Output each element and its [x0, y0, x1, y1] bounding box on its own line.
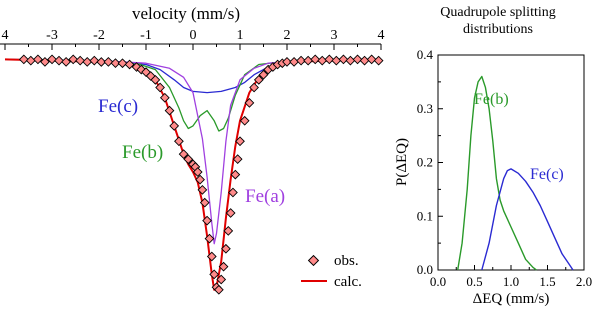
legend-obs-marker	[309, 256, 319, 266]
fe-c-subspectrum-line	[5, 59, 381, 92]
distribution-title-line-2: distributions	[462, 22, 534, 37]
legend-calc-label: calc.	[334, 274, 362, 290]
spectrum-x-tick-label: -2	[93, 28, 105, 43]
distribution-y-tick-label: 0.3	[416, 100, 433, 116]
distribution-y-axis-label: P(ΔEQ)	[394, 138, 410, 186]
observed-point	[55, 56, 63, 64]
distribution-y-tick-label: 0.0	[416, 262, 433, 277]
observed-point	[118, 59, 126, 67]
spectrum-x-tick-label: -3	[46, 28, 58, 43]
spectrum-legend	[301, 253, 362, 290]
spectrum-x-tick-label: -1	[140, 28, 152, 43]
spectrum-x-tick-label: 4	[1, 28, 9, 43]
spectrum-x-tick-label: 4	[377, 28, 385, 43]
observed-point	[374, 56, 382, 64]
spectrum-x-ticks	[2, 28, 385, 50]
annotation-fe-a: Fe(a)	[245, 186, 286, 207]
observed-point	[104, 58, 112, 66]
distribution-y-tick-label: 0.4	[416, 47, 433, 62]
distribution-x-tick-label: 1.5	[539, 274, 556, 289]
distribution-x-tick-label: 1.0	[502, 274, 520, 289]
fe-a-subspectrum-line	[5, 59, 381, 243]
distribution-x-ticks	[430, 265, 592, 289]
distribution-panel	[394, 5, 592, 307]
spectrum-x-tick-label: 0	[189, 28, 197, 43]
observed-point	[27, 56, 35, 64]
annotation-fe-c: Fe(c)	[98, 96, 139, 117]
observed-point	[311, 55, 319, 63]
distribution-x-tick-label: 0.5	[466, 274, 483, 289]
observed-point	[346, 56, 354, 64]
series-label-fe-c: Fe(c)	[530, 166, 564, 183]
observed-point	[161, 94, 169, 102]
observed-data-markers	[20, 55, 383, 294]
observed-point	[165, 106, 173, 114]
distribution-y-tick-label: 0.2	[416, 154, 433, 170]
series-label-fe-b: Fe(b)	[474, 91, 509, 108]
annotation-fe-b: Fe(b)	[122, 142, 164, 163]
observed-point	[325, 55, 333, 63]
spectrum-x-tick-label: 1	[236, 28, 244, 43]
distribution-x-tick-label: 0.0	[429, 274, 447, 289]
observed-point	[175, 137, 183, 145]
observed-point	[170, 122, 178, 130]
distribution-x-tick-label: 2.0	[575, 274, 593, 289]
observed-point	[353, 55, 361, 63]
spectrum-x-axis-label: velocity (mm/s)	[131, 4, 241, 23]
observed-point	[360, 56, 368, 64]
observed-point	[76, 56, 84, 64]
distribution-line-fe-c	[482, 169, 573, 270]
observed-point	[332, 56, 340, 64]
distribution-x-axis-label: ΔEQ (mm/s)	[472, 291, 550, 307]
observed-point	[339, 55, 347, 63]
observed-point	[90, 56, 98, 64]
distribution-y-tick-label: 0.1	[416, 208, 433, 224]
spectrum-curves	[5, 59, 381, 289]
legend-obs-label: obs.	[334, 253, 359, 269]
observed-point	[83, 58, 91, 66]
spectrum-x-tick-label: 3	[330, 28, 338, 43]
observed-point	[318, 56, 326, 64]
spectrum-panel	[0, 4, 385, 294]
distribution-plot-frame	[438, 55, 584, 270]
observed-point	[367, 55, 375, 63]
observed-point	[20, 55, 28, 63]
spectrum-x-tick-label: 2	[283, 28, 291, 43]
distribution-title-line-1: Quadrupole splitting	[440, 5, 556, 20]
observed-point	[304, 56, 312, 64]
distribution-y-ticks	[417, 47, 443, 277]
observed-point	[290, 58, 298, 66]
